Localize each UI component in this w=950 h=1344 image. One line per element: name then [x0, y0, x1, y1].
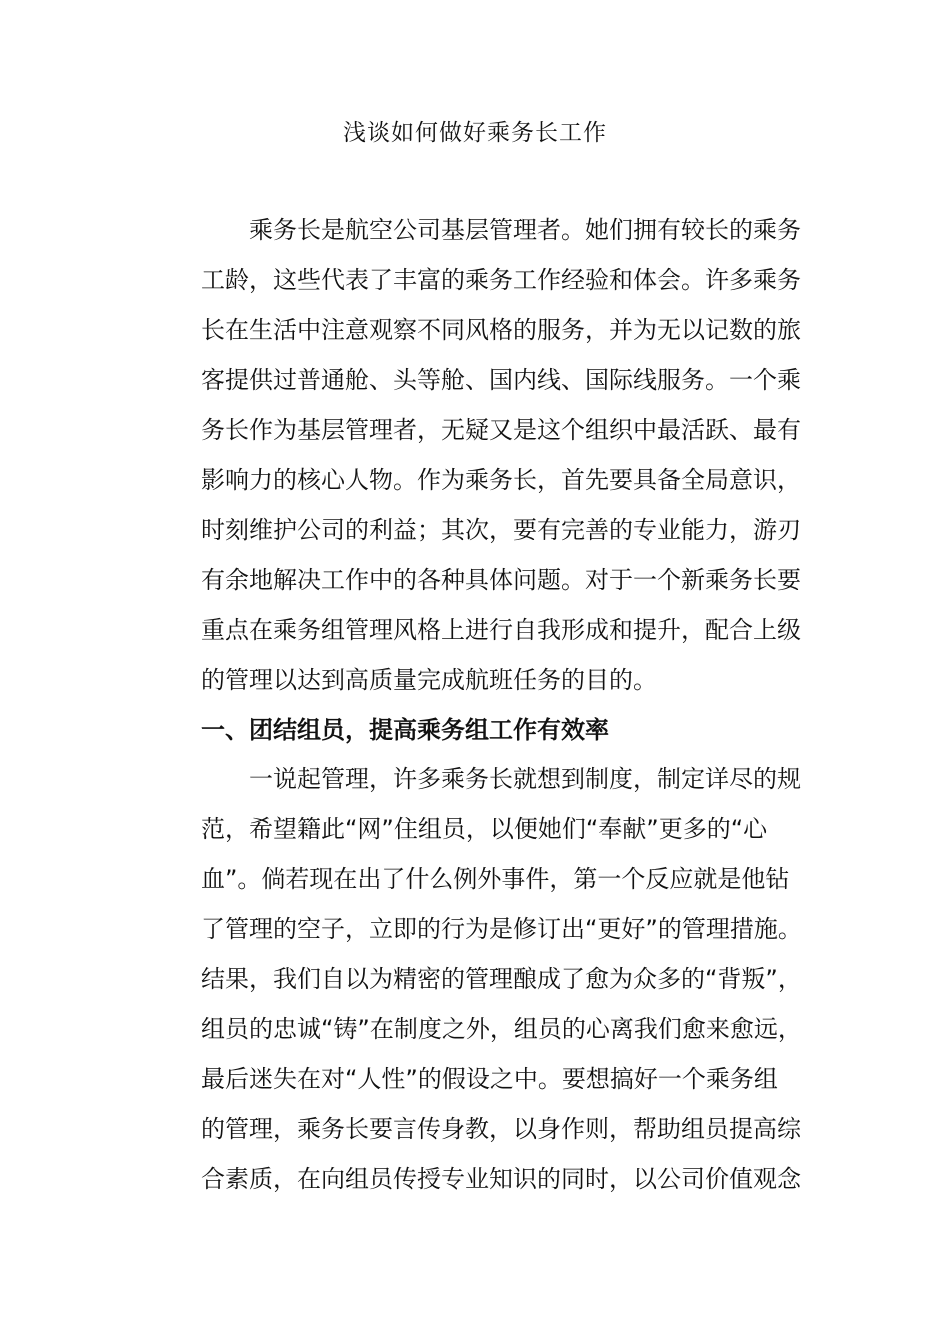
- paragraph-line: 范，希望籍此“网”住组员，以便她们“奉献”更多的“心: [201, 815, 768, 843]
- paragraph-line: 乘务长是航空公司基层管理者。她们拥有较长的乘务: [249, 216, 801, 244]
- paragraph-line: 组员的忠诚“铸”在制度之外，组员的心离我们愈来愈远，: [201, 1015, 802, 1043]
- paragraph-line: 了管理的空子，立即的行为是修订出“更好”的管理措施。: [201, 915, 802, 943]
- paragraph-line: 结果，我们自以为精密的管理酿成了愈为众多的“背叛”，: [201, 965, 802, 993]
- paragraph-line: 重点在乘务组管理风格上进行自我形成和提升，配合上级: [201, 616, 801, 644]
- paragraph-line: 有余地解决工作中的各种具体问题。对于一个新乘务长要: [201, 566, 801, 594]
- paragraph-line: 最后迷失在对“人性”的假设之中。要想搞好一个乘务组: [201, 1065, 778, 1093]
- paragraph-line: 影响力的核心人物。作为乘务长，首先要具备全局意识，: [201, 466, 801, 494]
- paragraph-line: 的管理，乘务长要言传身教，以身作则，帮助组员提高综: [201, 1115, 801, 1143]
- paragraph-line: 的管理以达到高质量完成航班任务的目的。: [201, 666, 657, 694]
- paragraph-line: 长在生活中注意观察不同风格的服务，并为无以记数的旅: [201, 316, 801, 344]
- paragraph-line: 客提供过普通舱、头等舱、国内线、国际线服务。一个乘: [201, 366, 801, 394]
- paragraph-line: 工龄，这些代表了丰富的乘务工作经验和体会。许多乘务: [201, 266, 801, 294]
- paragraph-line: 血”。倘若现在出了什么例外事件，第一个反应就是他钻: [201, 865, 790, 893]
- section-heading: 一、团结组员，提高乘务组工作有效率: [201, 716, 609, 744]
- document-title: 浅谈如何做好乘务长工作: [343, 120, 607, 146]
- paragraph-line: 时刻维护公司的利益；其次，要有完善的专业能力，游刃: [201, 516, 801, 544]
- paragraph-line: 合素质，在向组员传授专业知识的同时，以公司价值观念: [201, 1165, 801, 1193]
- paragraph-line: 一说起管理，许多乘务长就想到制度，制定详尽的规: [249, 765, 801, 793]
- paragraph-line: 务长作为基层管理者，无疑又是这个组织中最活跃、最有: [201, 416, 801, 444]
